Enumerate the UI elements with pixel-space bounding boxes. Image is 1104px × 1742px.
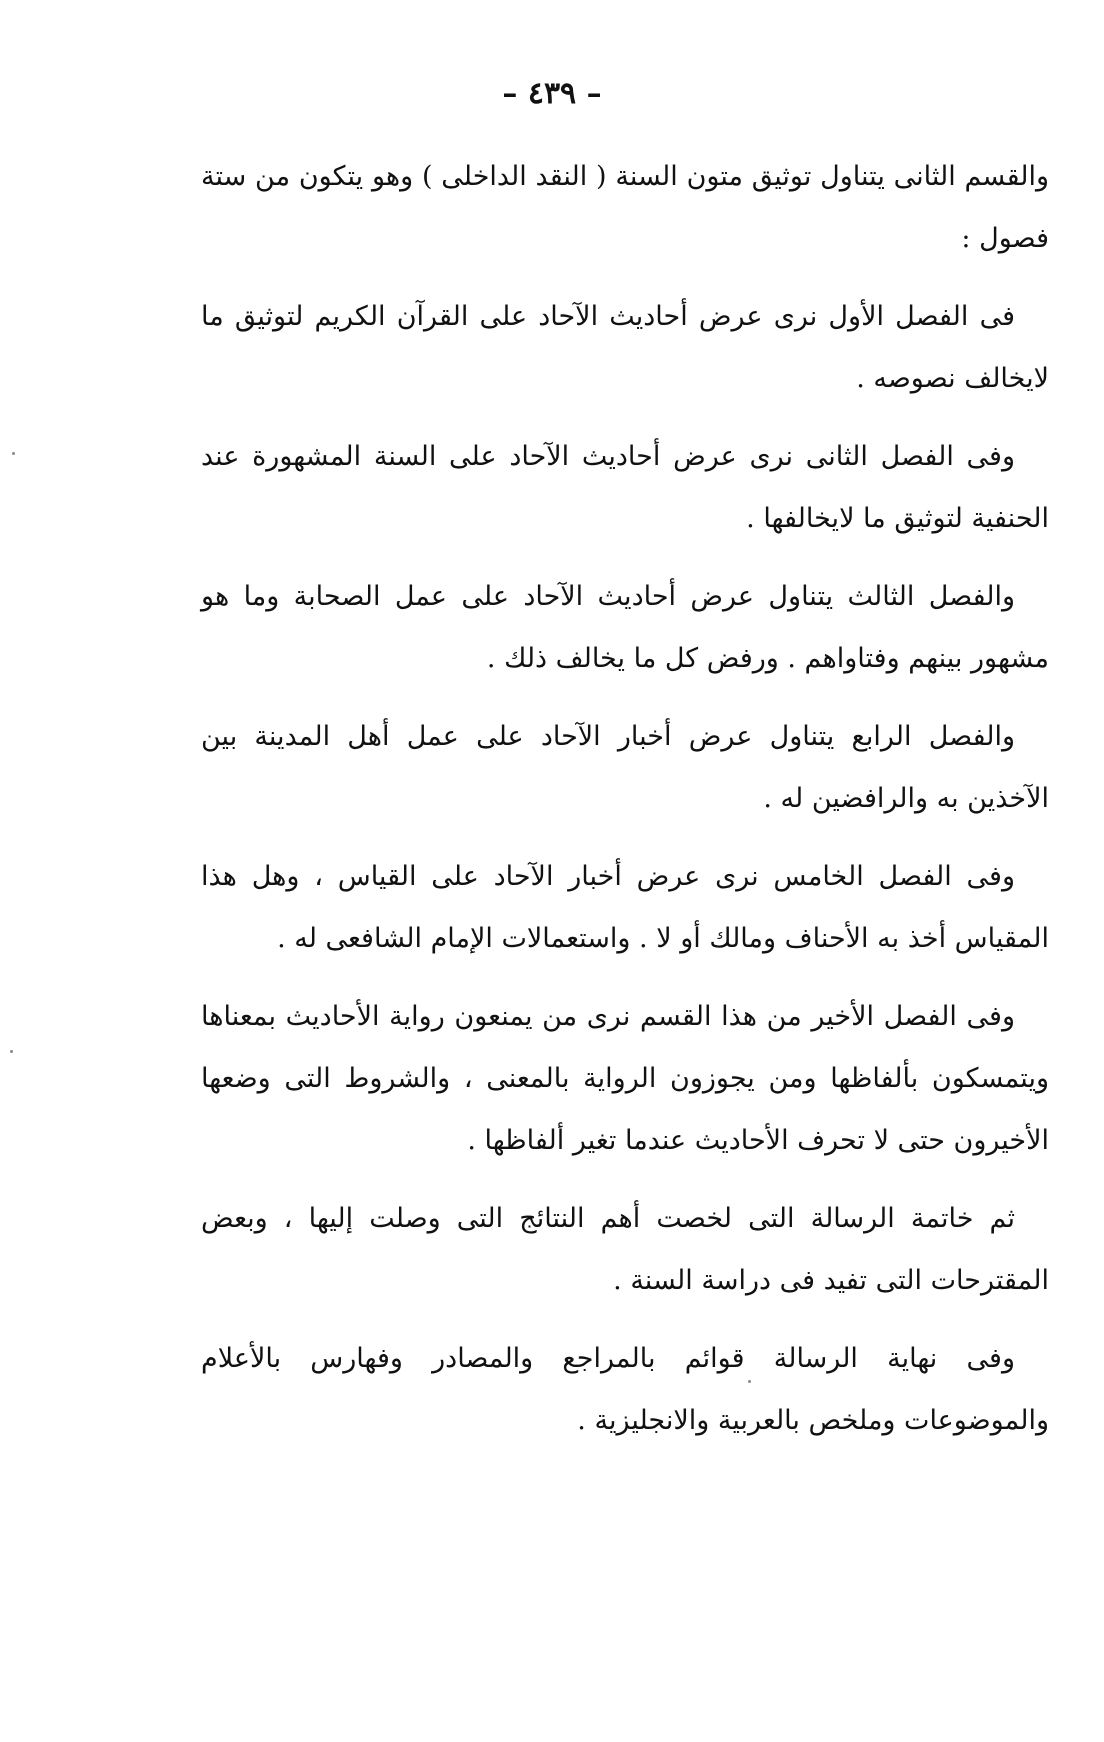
paragraph-chapter-five: وفى الفصل الخامس نرى عرض أخبار الآحاد على القياس ، وهل هذا المقياس أخذ به الأحناف ومالك أو لا . واستعمالات الإمام الشافعى له .: [201, 861, 1049, 954]
paragraph-chapter-four: والفصل الرابع يتناول عرض أخبار الآحاد على عمل أهل المدينة بين الآخذين به والرافضين له .: [201, 721, 1049, 814]
paragraph-chapter-one: فى الفصل الأول نرى عرض أحاديث الآحاد على القرآن الكريم لتوثيق ما لايخالف نصوصه .: [201, 301, 1049, 394]
scan-speck: [12, 452, 15, 455]
paragraph-chapter-two: وفى الفصل الثانى نرى عرض أحاديث الآحاد على السنة المشهورة عند الحنفية لتوثيق ما لايخالفها .: [201, 441, 1049, 534]
paragraph-chapter-three: والفصل الثالث يتناول عرض أحاديث الآحاد على عمل الصحابة وما هو مشهور بينهم وفتاواهم . ورفض كل ما يخالف ذلك .: [201, 581, 1049, 674]
scan-speck: [10, 1050, 13, 1053]
paragraph-section-two-intro: والقسم الثانى يتناول توثيق متون السنة ( النقد الداخلى ) وهو يتكون من ستة فصول :: [201, 161, 1049, 254]
page-number: – ٤٣٩ –: [502, 76, 602, 111]
paragraph-indexes: وفى نهاية الرسالة قوائم بالمراجع والمصادر وفهارس بالأعلام والموضوعات وملخص بالعربية والانجليزية .: [201, 1343, 1049, 1436]
scan-speck: [748, 1380, 751, 1383]
body-text: [201, 146, 1049, 1468]
paragraph-last-chapter: وفى الفصل الأخير من هذا القسم نرى من يمنعون رواية الأحاديث بمعناها ويتمسكون بألفاظها ومن يجوزون الرواية بالمعنى ، والشروط التى وضعها الأخيرون حتى لا تحرف الأحاديث عندما تغير ألفاظها .: [201, 1001, 1049, 1156]
paragraph-conclusion: ثم خاتمة الرسالة التى لخصت أهم النتائج التى وصلت إليها ، وبعض المقترحات التى تفيد فى دراسة السنة .: [201, 1203, 1049, 1296]
